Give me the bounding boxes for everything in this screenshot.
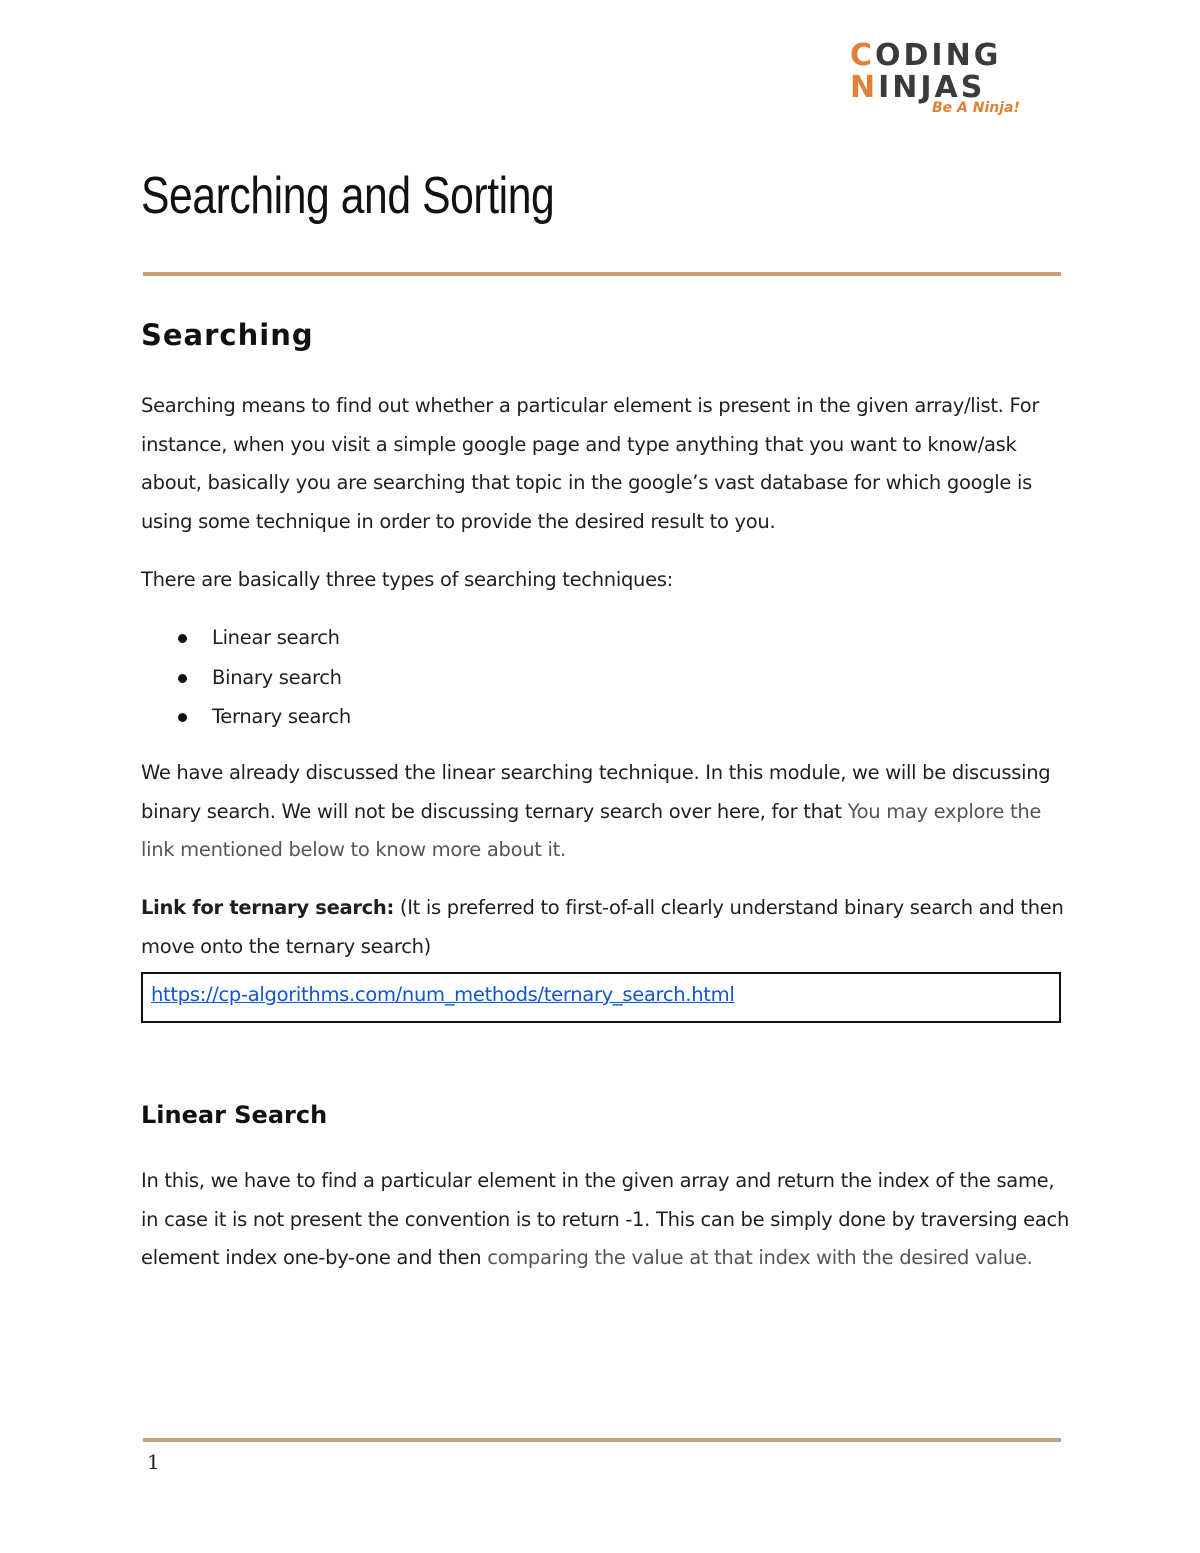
page-number: 1 [147,1450,160,1474]
list-item-text: Binary search [212,665,342,689]
logo-letter-n: N [850,70,879,105]
title-divider [143,272,1061,276]
logo-word-oding: ODING [875,38,1002,73]
ternary-search-link[interactable]: https://cp-algorithms.com/num_methods/ternary_search.html [151,983,735,1006]
logo-line-1 [850,40,1030,72]
link-label: Link for ternary search: [141,896,395,919]
searching-intro-paragraph: Searching means to find out whether a particular element is present in the given array/list. For instance, when you visit a simple google page and type anything that you want to know/ask about, basically you are searching that topic in the google’s vast database for which google is using some technique in order to provide the desired result to you. [141,394,1040,533]
searching-types-paragraph: There are basically three types of searching techniques: [141,568,673,591]
logo-word-injas: INJAS [878,70,986,105]
list-item-text: Linear search [212,626,340,649]
coding-ninjas-logo [850,40,1030,120]
list-item [141,697,351,737]
page-title: Searching and Sorting [141,167,555,225]
linear-search-paragraph [141,1162,1071,1278]
section-heading-linear-search: Linear Search [141,1101,328,1129]
bullet-icon [178,634,187,643]
bullet-icon [178,674,187,683]
ternary-link-paragraph [141,889,1071,966]
list-item [141,658,351,698]
list-item-text: Ternary search [212,705,351,728]
link-note: (It is preferred to first-of-all clearly understand binary search and then move onto the ternary search) [141,896,1064,958]
bullet-icon [178,713,187,722]
searching-types-list [141,618,351,737]
paragraph-text-muted: comparing the value at that index with the desired value. [487,1246,1033,1269]
section-heading-searching: Searching [141,318,314,352]
ternary-link-box [141,972,1061,1023]
paragraph-text: In this, we have to find a particular element in the given array and return the index of the same, in case it is not present the convention is to return -1. This can be simply done by traversing each element index one-by-one and then [141,1169,1070,1269]
list-item [141,618,351,658]
binary-search-intro-paragraph [141,754,1071,870]
paragraph-text: We have already discussed the linear searching technique. In this module, we will be discussing binary search. We will not be discussing ternary search over here, for that [141,761,1051,823]
footer-divider [143,1438,1061,1442]
logo-letter-c: C [850,38,876,73]
logo-tagline: Be A Ninja! [932,100,1020,116]
paragraph-text-muted: You may explore the link mentioned below to know more about it. [141,799,1042,861]
